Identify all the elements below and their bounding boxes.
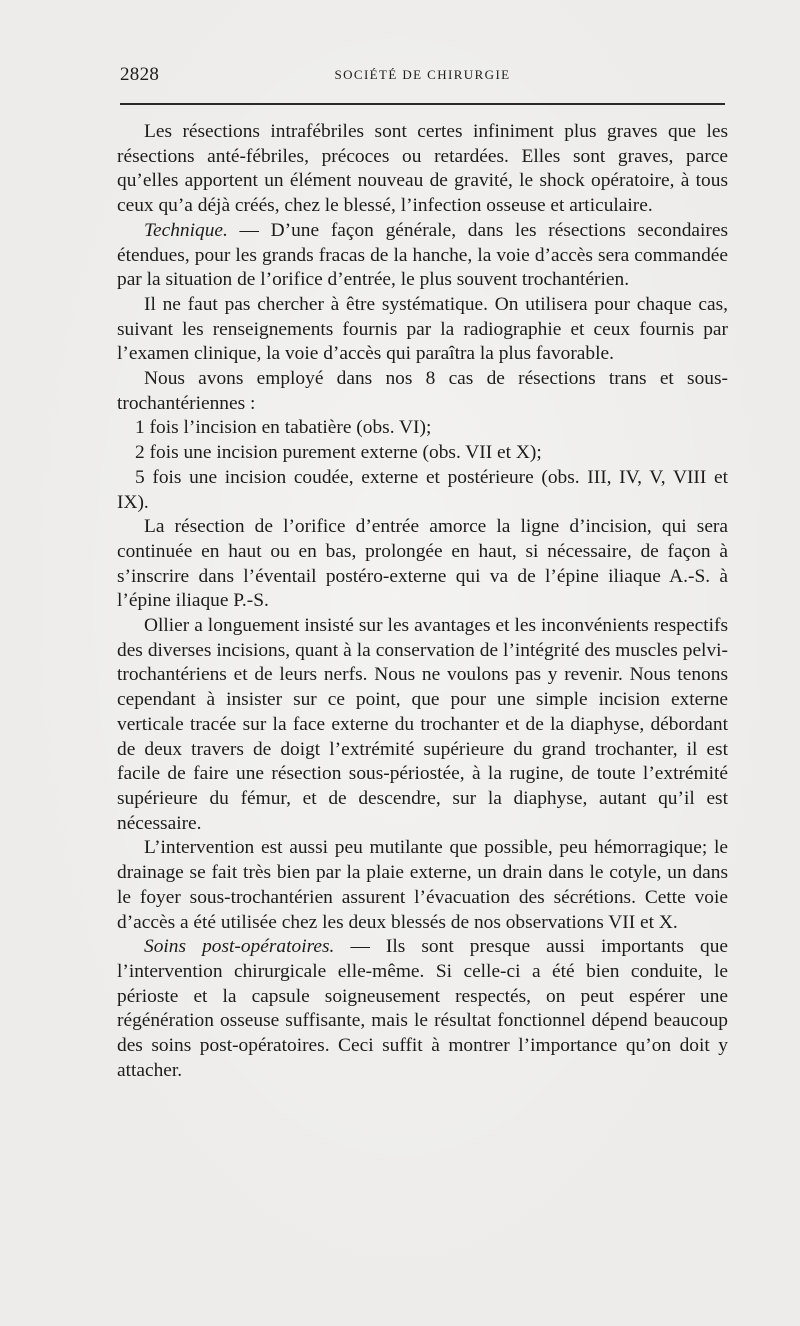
paragraph: Nous avons employé dans nos 8 cas de résections trans et sous-trochantériennes : bbox=[117, 368, 728, 414]
list-item: 1 fois l’incision en tabatière (obs. VI); bbox=[135, 417, 432, 439]
paragraph: Les résections intrafébriles sont certes infiniment plus graves que les résections anté-fébriles, précoces ou retardées. Elles sont graves, parce qu’elles apportent un élément nouveau de gravité, le shock opératoire, à tous ceux qu’a déjà créés, chez le blessé, l’infection osseuse et articulaire. bbox=[117, 121, 728, 217]
page-number: 2828 bbox=[120, 64, 160, 85]
section-lead: Technique. bbox=[144, 219, 228, 241]
running-title: SOCIÉTÉ DE CHIRURGIE bbox=[334, 67, 511, 82]
list-item: 5 fois une incision coudée, externe et postérieure (obs. III, IV, V, VIII et IX). bbox=[117, 466, 728, 513]
paragraph: La résection de l’orifice d’entrée amorce la ligne d’incision, qui sera continuée en haut ou en bas, prolongée en haut, si nécessaire, de façon à s’inscrire dans l’éventail postéro-externe qui va de l’épine iliaque A.-S. à l’épine iliaque P.-S. bbox=[117, 516, 728, 612]
paragraph: Ollier a longuement insisté sur les avantages et les inconvénients respectifs des diverses incisions, quant à la conservation de l’intégrité des muscles pelvi-trochantériens et de leurs nerfs. Nous ne voulons pas y revenir. Nous tenons cependant à insister sur ce point, que pour une simple incision externe verticale tracée sur la face externe du trochanter et de la diaphyse, débordant de deux travers de doigt l’extrémité supérieure du grand trochanter, il est facile de faire une résection sous-périostée, à la rugine, de toute l’extrémité supérieure du fémur, et de descendre, sur la diaphyse, autant qu’il est nécessaire. bbox=[117, 615, 728, 834]
paragraph: Il ne faut pas chercher à être systématique. On utilisera pour chaque cas, suivant les renseignements fournis par la radiographie et ceux fournis par l’examen clinique, la voie d’accès qui paraîtra la plus favorable. bbox=[117, 293, 728, 365]
paragraph: Soins post-opératoires. — Ils sont presque aussi importants que l’intervention chirurgicale elle-même. Si celle-ci a été bien conduite, le périoste et la capsule soigneusement respectés, on peut espérer une régénération osseuse suffisante, mais le résultat fonctionnel dépend beaucoup des soins post-opératoires. Ceci suffit à montrer l’importance qu’on doit y attacher. bbox=[117, 936, 728, 1081]
page-header bbox=[120, 64, 725, 88]
header-rule bbox=[120, 103, 725, 105]
list-item: 2 fois une incision purement externe (obs. VII et X); bbox=[135, 442, 542, 464]
paragraph: Technique. — D’une façon générale, dans les résections secondaires étendues, pour les grands fracas de la hanche, la voie d’accès sera commandée par la situation de l’orifice d’entrée, le plus souvent trochantérien. bbox=[117, 219, 728, 291]
section-lead: Soins post-opératoires. bbox=[144, 936, 335, 958]
body-text bbox=[117, 120, 728, 1083]
paragraph: L’intervention est aussi peu mutilante que possible, peu hémorragique; le drainage se fait très bien par la plaie externe, un drain dans le cotyle, un dans le foyer sous-trochantérien assurent l’évacuation des sécrétions. Cette voie d’accès a été utilisée chez les deux blessés de nos observations VII et X. bbox=[117, 837, 728, 933]
